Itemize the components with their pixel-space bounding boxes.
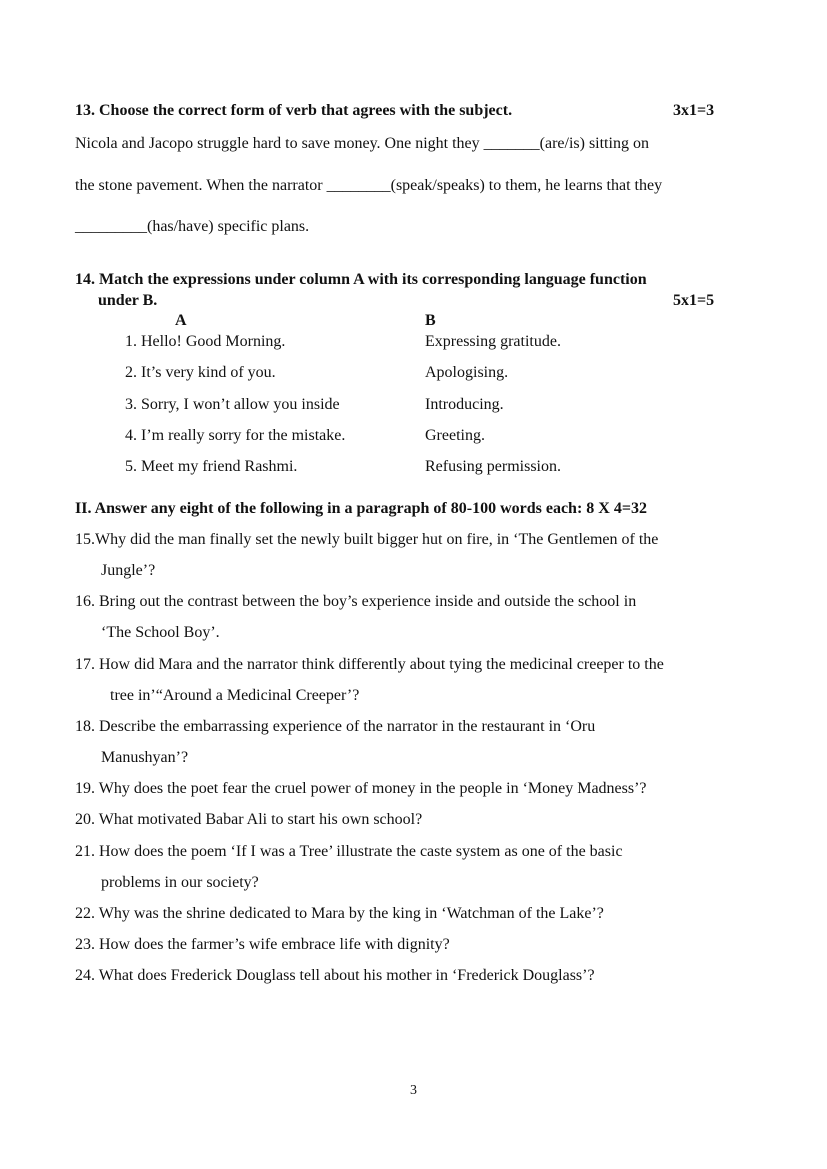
col-b-item: Expressing gratitude. xyxy=(425,333,561,350)
col-a-item: 5. Meet my friend Rashmi. xyxy=(125,458,298,475)
question-line: 22. Why was the shrine dedicated to Mara by the king in ‘Watchman of the Lake’? xyxy=(75,905,604,922)
section-2-heading: II. Answer any eight of the following in a paragraph of 80-100 words each: 8 X 4=32 xyxy=(75,500,647,517)
question-line: 20. What motivated Babar Ali to start his own school? xyxy=(75,811,423,828)
col-a-item: 1. Hello! Good Morning. xyxy=(125,333,286,350)
question-line: Manushyan’? xyxy=(101,749,189,766)
col-b-item: Apologising. xyxy=(425,364,509,381)
question-line: Jungle’? xyxy=(101,562,156,579)
question-line: 16. Bring out the contrast between the boy’s experience inside and outside the school in xyxy=(75,593,637,610)
col-a-item: 2. It’s very kind of you. xyxy=(125,364,276,381)
q14-heading-line-2: under B. xyxy=(98,292,158,309)
col-b-item: Introducing. xyxy=(425,396,504,413)
page-number: 3 xyxy=(410,1083,417,1098)
question-line: 18. Describe the embarrassing experience of the narrator in the restaurant in ‘Oru xyxy=(75,718,596,735)
q14-heading-line-1: 14. Match the expressions under column A with its corresponding language function xyxy=(75,271,647,288)
q14-col-a-header: A xyxy=(175,312,187,329)
col-b-item: Refusing permission. xyxy=(425,458,561,475)
col-a-item: 4. I’m really sorry for the mistake. xyxy=(125,427,346,444)
question-line: 19. Why does the poet fear the cruel power of money in the people in ‘Money Madness’? xyxy=(75,780,647,797)
question-line: 21. How does the poem ‘If I was a Tree’ illustrate the caste system as one of the basic xyxy=(75,843,623,860)
q13-line-2: the stone pavement. When the narrator ________(speak/speaks) to them, he learns that they xyxy=(75,177,663,194)
question-line: problems in our society? xyxy=(101,874,259,891)
question-line: tree in’“Around a Medicinal Creeper’? xyxy=(110,687,360,704)
question-line: 23. How does the farmer’s wife embrace life with dignity? xyxy=(75,936,450,953)
q13-marks: 3x1=3 xyxy=(673,102,715,119)
question-line: 17. How did Mara and the narrator think differently about tying the medicinal creeper to the xyxy=(75,656,664,673)
question-line: 24. What does Frederick Douglass tell about his mother in ‘Frederick Douglass’? xyxy=(75,967,595,984)
q13-heading: 13. Choose the correct form of verb that agrees with the subject. xyxy=(75,102,513,119)
q13-line-3: _________(has/have) specific plans. xyxy=(75,218,310,235)
question-line: 15.Why did the man finally set the newly built bigger hut on fire, in ‘The Gentlemen of the xyxy=(75,531,659,548)
col-a-item: 3. Sorry, I won’t allow you inside xyxy=(125,396,340,413)
q13-line-1: Nicola and Jacopo struggle hard to save money. One night they _______(are/is) sitting on xyxy=(75,135,649,152)
col-b-item: Greeting. xyxy=(425,427,485,444)
q14-col-b-header: B xyxy=(425,312,436,329)
q14-marks: 5x1=5 xyxy=(673,292,715,309)
question-line: ‘The School Boy’. xyxy=(101,624,220,641)
